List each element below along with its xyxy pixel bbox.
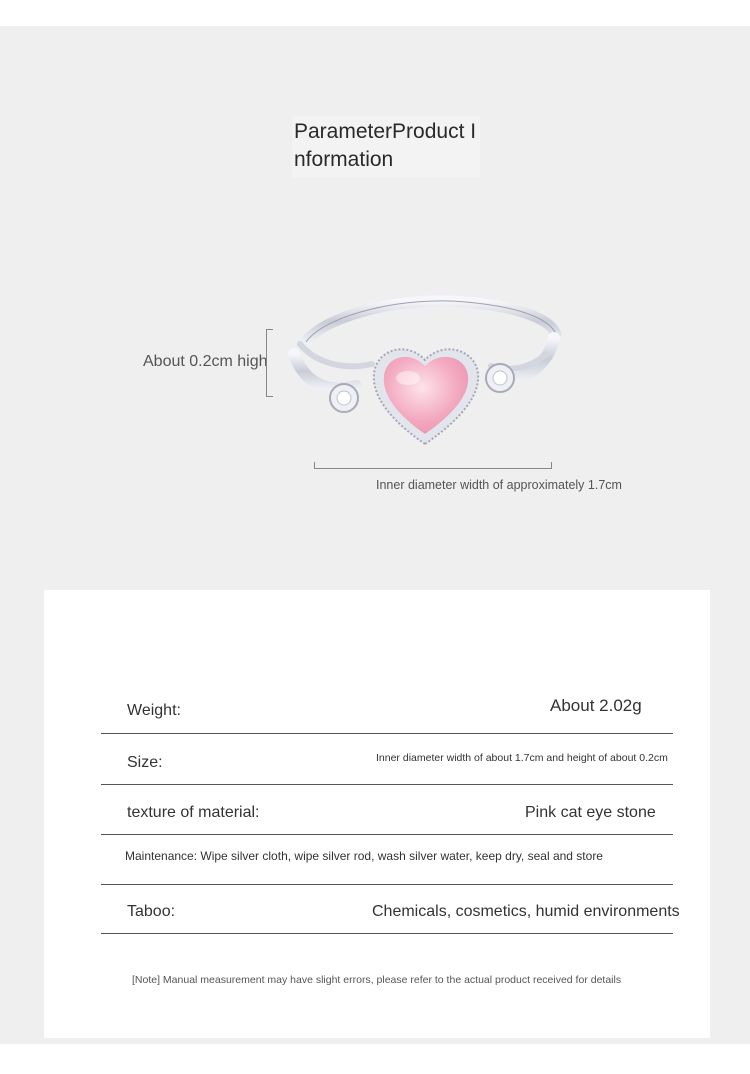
weight-value: About 2.02g — [550, 696, 642, 715]
spec-row-weight — [101, 688, 673, 734]
spec-row-maintenance — [101, 835, 673, 885]
measurement-note: [Note] Manual measurement may have slight errors, please refer to the actual product received for details — [132, 974, 622, 986]
height-dimension-label: About 0.2cm high — [143, 353, 268, 370]
maintenance-text: Maintenance: Wipe silver cloth, wipe silver rod, wash silver water, keep dry, seal and store — [125, 849, 603, 863]
taboo-value: Chemicals, cosmetics, humid environments — [372, 903, 680, 920]
spec-row-taboo — [101, 885, 680, 934]
weight-label: Weight: — [127, 702, 181, 719]
size-value: Inner diameter width of about 1.7cm and height of about 0.2cm — [376, 752, 668, 764]
page-title: ParameterProduct Information — [292, 116, 480, 178]
pink-heart-ring-image — [286, 294, 562, 454]
width-dimension-label: Inner diameter width of approximately 1.7cm — [376, 478, 622, 492]
spec-row-material — [101, 785, 673, 835]
specification-card — [44, 590, 710, 1038]
taboo-label: Taboo: — [127, 903, 176, 920]
material-value: Pink cat eye stone — [525, 804, 656, 821]
ring-showcase — [0, 26, 750, 1044]
material-label: texture of material: — [127, 804, 260, 821]
spec-row-size — [101, 734, 673, 785]
height-dimension-bracket — [266, 329, 273, 397]
width-dimension-bracket — [314, 462, 552, 469]
size-label: Size: — [127, 754, 163, 771]
